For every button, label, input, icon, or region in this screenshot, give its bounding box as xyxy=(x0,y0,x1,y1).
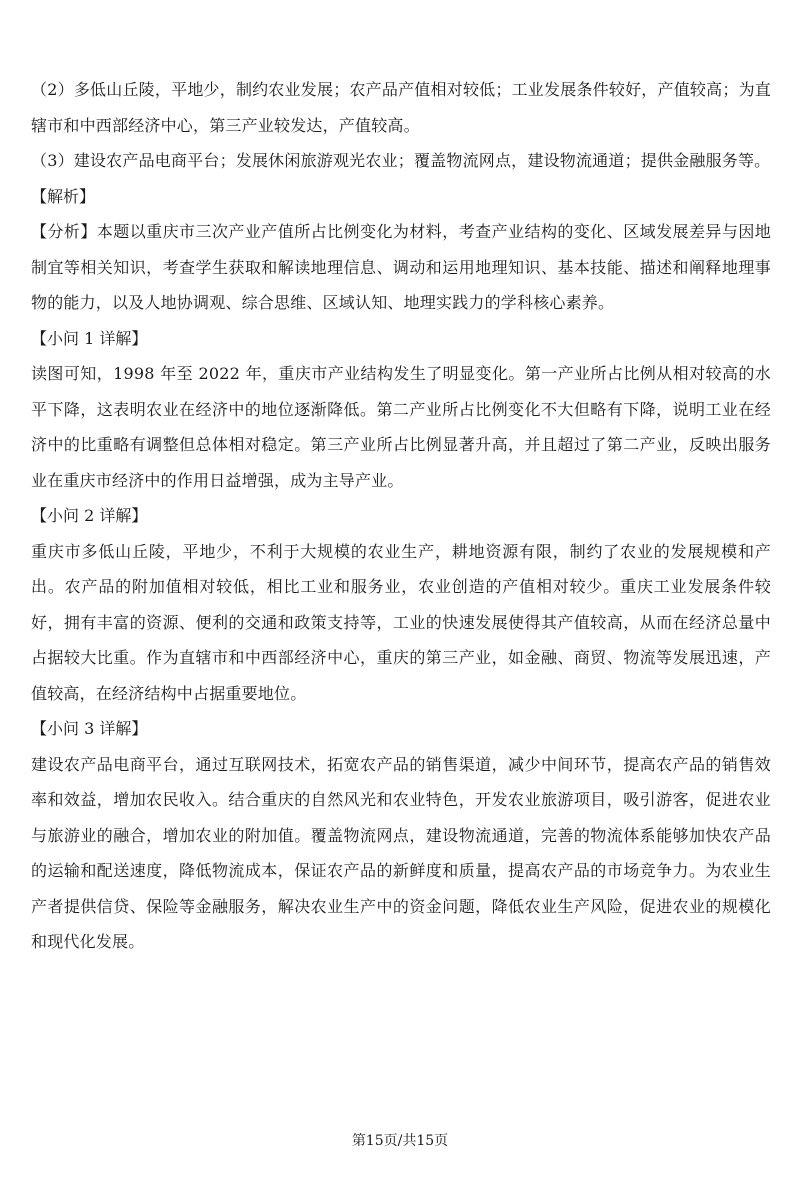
analysis-paragraph: 【分析】本题以重庆市三次产业产值所占比例变化为材料，考查产业结构的变化、区域发展差异与因地制宜等相关知识，考查学生获取和解读地理信息、调动和运用地理知识、基本技能、描述和阐释地理事物的能力，以及人地协调观、综合思维、区域认知、地理实践力的学科核心素养。 xyxy=(31,222,771,312)
page-number: 第15页/共15页 xyxy=(351,1133,449,1149)
analysis-heading: 【解析】 xyxy=(31,186,96,206)
q3-paragraph: 建设农产品电商平台，通过互联网技术，拓宽农产品的销售渠道，减少中间环节，提高农产品的销售效率和效益，增加农民收入。结合重庆的自然风光和农业特色，开发农业旅游项目，吸引游客，促进农业与旅游业的融合，增加农业的附加值。覆盖物流网点，建设物流通道，完善的物流体系能够加快农产品的运输和配送速度，降低物流成本，保证农产品的新鲜度和质量，提高农产品的市场竞争力。为农业生产者提供信贷、保险等金融服务，解决农业生产中的资金问题，降低农业生产风险，促进农业的规模化和现代化发展。 xyxy=(31,754,771,951)
answer-2: （2）多低山丘陵，平地少，制约农业发展；农产品产值相对较低；工业发展条件较好，产值较高；为直辖市和中西部经济中心，第三产业较发达，产值较高。 xyxy=(31,80,771,135)
document-body xyxy=(31,72,771,960)
q3-heading: 【小问 3 详解】 xyxy=(31,719,148,738)
q1-heading: 【小问 1 详解】 xyxy=(31,328,148,348)
q2-paragraph: 重庆市多低山丘陵，平地少，不利于大规模的农业生产，耕地资源有限，制约了农业的发展规模和产出。农产品的附加值相对较低，相比工业和服务业，农业创造的产值相对较少。重庆工业发展条件较好，拥有丰富的资源、便利的交通和政策支持等，工业的快速发展使得其产值较高，从而在经济总量中占据较大比重。作为直辖市和中西部经济中心，重庆的第三产业，如金融、商贸、物流等发展迅速，产值较高，在经济结构中占据重要地位。 xyxy=(31,541,771,703)
q1-paragraph: 读图可知，1998 年至 2022 年，重庆市产业结构发生了明显变化。第一产业所占比例从相对较高的水平下降，这表明农业在经济中的地位逐渐降低。第二产业所占比例变化不大但略有下降，说明工业在经济中的比重略有调整但总体相对稳定。第三产业所占比例显著升高，并且超过了第二产业，反映出服务业在重庆市经济中的作用日益增强，成为主导产业。 xyxy=(31,364,771,490)
q2-heading: 【小问 2 详解】 xyxy=(31,506,148,525)
answer-3: （3）建设农产品电商平台；发展休闲旅游观光农业；覆盖物流网点，建设物流通道；提供金融服务等。 xyxy=(31,151,771,170)
